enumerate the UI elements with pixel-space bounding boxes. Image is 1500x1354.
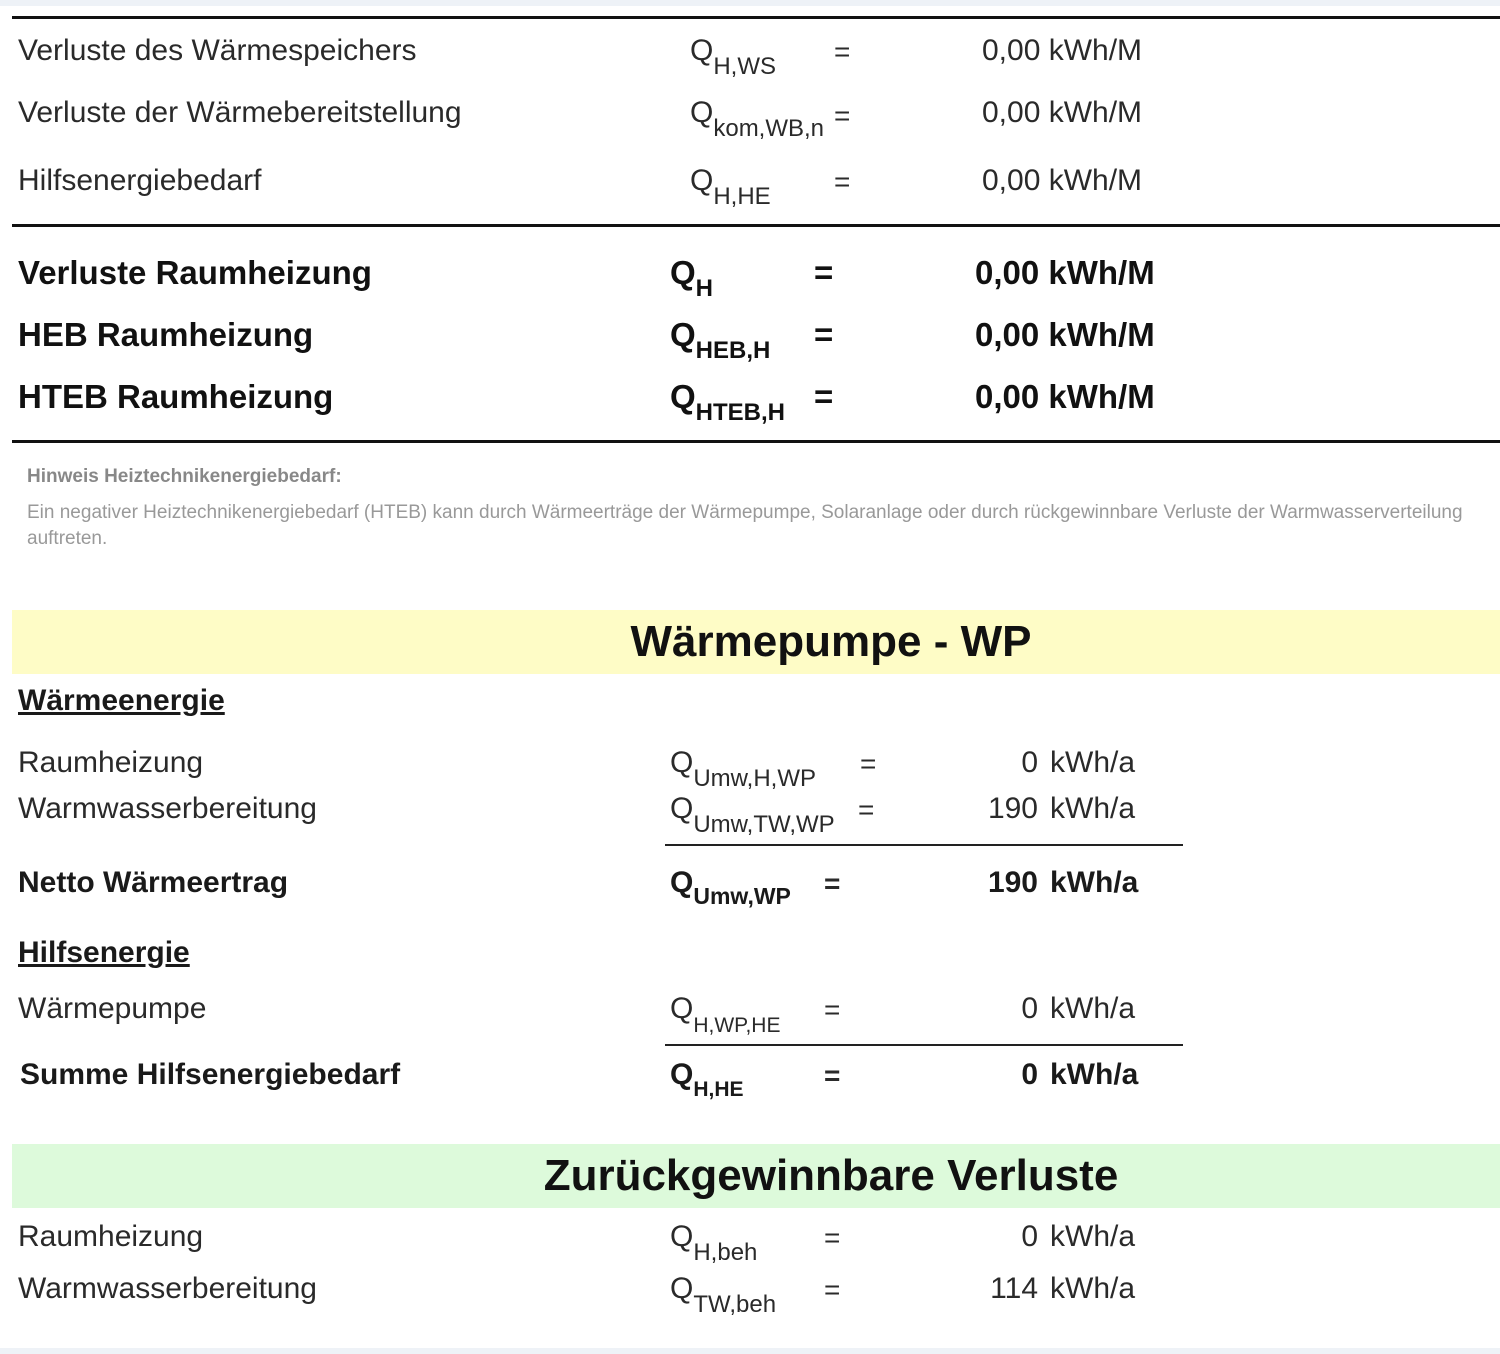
equals-sign: = [824, 1222, 841, 1253]
section-title: Zurückgewinnbare Verluste [543, 1151, 1119, 1200]
equals-sign: = [834, 166, 851, 197]
formula-symbol: $Q_{H,beh}$ [670, 1220, 758, 1266]
row-value: 0,00 kWh/M [982, 34, 1143, 67]
row-number: 0 [1021, 1058, 1038, 1091]
equals-sign: = [814, 378, 834, 415]
row-label: Raumheizung [18, 1220, 204, 1253]
total-label: Verluste Raumheizung [18, 254, 372, 291]
divider-middle [12, 224, 1500, 227]
total-label: HEB Raumheizung [18, 316, 314, 353]
row-label: Verluste des Wärmespeichers [18, 34, 417, 67]
section-header-recoverable [12, 1144, 1500, 1208]
row-label: Wärmepumpe [18, 992, 207, 1025]
equals-sign: = [824, 868, 841, 899]
formula-symbol: $Q_{TW,beh}$ [670, 1272, 777, 1318]
row-number: 114 [990, 1272, 1038, 1305]
total-value: 0,00 kWh/M [975, 254, 1155, 291]
row-unit: kWh/a [1050, 746, 1136, 779]
note-text: Ein negativer Heiztechnikenergiebedarf (HTEB) kann durch Wärmeerträge der Wärmepumpe, Solaranlage oder durch rückgewinnbare Verluste der Warmwasserverteilung auftreten. [27, 502, 1463, 549]
row-unit: kWh/a [1050, 866, 1139, 899]
total-value: 0,00 kWh/M [975, 316, 1155, 353]
subheading-heat-energy: Wärmeenergie [18, 684, 225, 717]
row-unit: kWh/a [1050, 792, 1136, 825]
row-number: 0 [1021, 992, 1038, 1025]
formula-symbol: $Q_{HEB,H}$ [670, 316, 771, 364]
row-label: Raumheizung [18, 746, 204, 779]
row-unit: kWh/a [1050, 992, 1136, 1025]
equals-sign: = [834, 100, 851, 131]
equals-sign: = [824, 1274, 841, 1305]
formula-symbol: $Q_{H,HE}$ [670, 1058, 744, 1101]
row-label: Netto Wärmeertrag [18, 866, 289, 899]
formula-symbol: $Q_{H,HE}$ [690, 164, 771, 210]
formula-symbol: $Q_{Umw,TW,WP}$ [670, 792, 835, 838]
formula-symbol: $Q_{Umw,H,WP}$ [670, 746, 817, 792]
section-title: Wärmepumpe - WP [630, 617, 1032, 666]
row-label: Warmwasserbereitung [18, 792, 317, 825]
equals-sign: = [860, 748, 877, 779]
subheading-aux-energy: Hilfsenergie [18, 936, 190, 969]
row-value: 0,00 kWh/M [982, 164, 1143, 197]
row-unit: kWh/a [1050, 1058, 1139, 1091]
formula-symbol: $Q_{Umw,WP}$ [670, 866, 791, 909]
row-number: 190 [987, 866, 1038, 899]
formula-symbol: $Q_{H,WP,HE}$ [670, 992, 781, 1037]
row-unit: kWh/a [1050, 1272, 1136, 1305]
section-header-heatpump [12, 610, 1500, 674]
equals-sign: = [824, 994, 841, 1025]
formula-symbol: $Q_{kom,WB,n}$ [690, 96, 825, 142]
row-value: 0,00 kWh/M [982, 96, 1143, 129]
equals-sign: = [824, 1060, 841, 1091]
divider-top [12, 16, 1500, 19]
sum-line [665, 1044, 1183, 1046]
divider-bottom [12, 440, 1500, 443]
formula-symbol: $Q_{HTEB,H}$ [670, 378, 786, 426]
total-label: HTEB Raumheizung [18, 378, 334, 415]
formula-symbol: $Q_{H,WS}$ [690, 34, 777, 80]
equals-sign: = [858, 794, 875, 825]
row-label: Verluste der Wärmebereitstellung [18, 96, 462, 129]
formula-symbol: $Q_H$ [670, 254, 714, 302]
total-value: 0,00 kWh/M [975, 378, 1155, 415]
row-number: 0 [1021, 1220, 1038, 1253]
row-number: 190 [987, 792, 1038, 825]
row-label: Warmwasserbereitung [18, 1272, 317, 1305]
equals-sign: = [834, 36, 851, 67]
note-title: Hinweis Heiztechnikenergiebedarf: [27, 466, 342, 487]
row-unit: kWh/a [1050, 1220, 1136, 1253]
row-label: Summe Hilfsenergiebedarf [20, 1058, 401, 1091]
sum-line [665, 844, 1183, 846]
equals-sign: = [814, 316, 834, 353]
report-sheet [0, 6, 1500, 1348]
row-label: Hilfsenergiebedarf [18, 164, 262, 197]
row-number: 0 [1021, 746, 1038, 779]
equals-sign: = [814, 254, 834, 291]
